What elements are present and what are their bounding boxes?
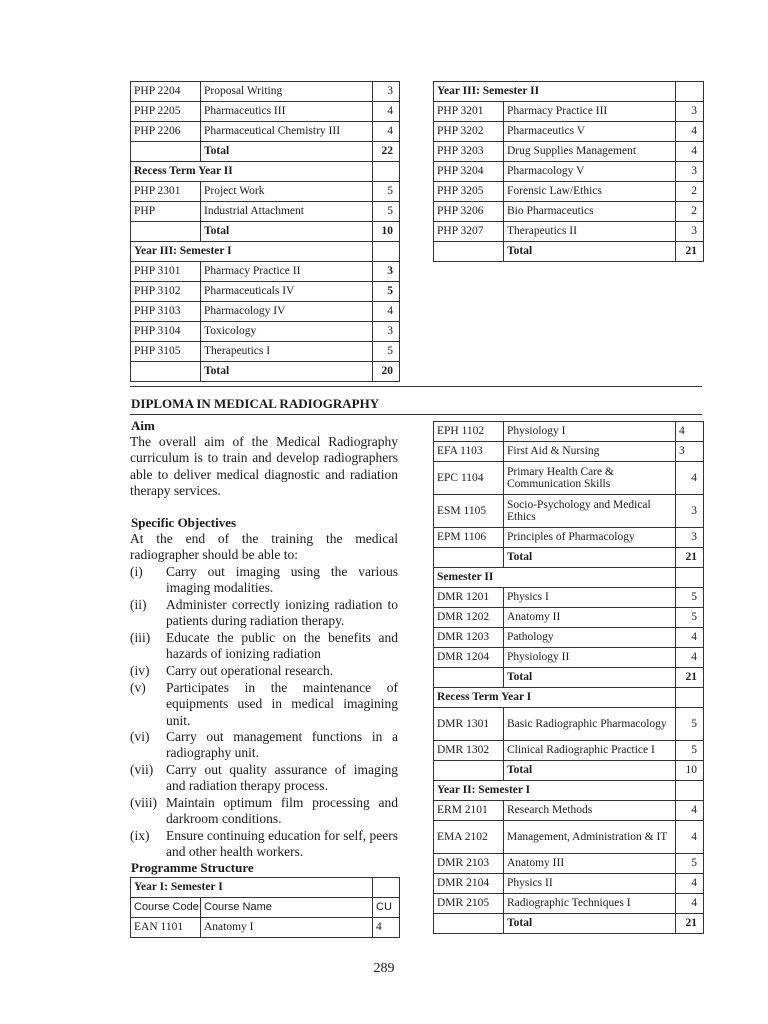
course-name: Anatomy I: [201, 918, 373, 938]
course-code: [131, 142, 201, 162]
course-cu: 4: [676, 648, 704, 668]
course-cu: 20: [373, 362, 400, 382]
course-name: Management, Administration & IT: [504, 821, 676, 854]
course-name: Total: [504, 761, 676, 781]
table-section-row: [131, 162, 400, 182]
course-cu: 5: [676, 588, 704, 608]
objective-text: Carry out imaging using the various imaging modalities.: [166, 564, 398, 596]
table-row: [434, 142, 704, 162]
table-section-row: [434, 568, 704, 588]
objective-text: Carry out management functions in a radiography unit.: [166, 729, 398, 761]
objective-item: [130, 597, 398, 630]
course-cu: 5: [373, 342, 400, 362]
objective-item: [130, 795, 398, 828]
course-name: Therapeutics II: [504, 222, 676, 242]
total-row: [434, 668, 704, 688]
section-divider-top: [130, 386, 702, 387]
course-cu: 4: [676, 122, 704, 142]
objectives-intro: At the end of the training the medical radiographer should be able to:: [130, 531, 398, 563]
course-code: PHP 3201: [434, 102, 504, 122]
course-cu: 5: [373, 282, 400, 302]
course-name: Pathology: [504, 628, 676, 648]
programme-structure-table: [130, 877, 400, 938]
table-row: [434, 182, 704, 202]
course-cu: 21: [676, 242, 704, 262]
table-header-row: [131, 898, 400, 918]
course-cu: 5: [676, 608, 704, 628]
table-row: [131, 102, 400, 122]
course-code: PHP 2206: [131, 122, 201, 142]
objective-number: (vii): [130, 762, 154, 777]
course-cu: 2: [676, 182, 704, 202]
objective-item: [130, 729, 398, 762]
course-cu: 3: [676, 162, 704, 182]
table-row: [434, 588, 704, 608]
table-section-row: [434, 781, 704, 801]
course-code: EPC 1104: [434, 462, 504, 495]
aim-heading: Aim: [131, 418, 155, 433]
course-name: Basic Radiographic Pharmacology: [504, 708, 676, 741]
course-name: Clinical Radiographic Practice I: [504, 741, 676, 761]
total-row: [434, 242, 704, 262]
table-row: [434, 608, 704, 628]
table-row: [434, 222, 704, 242]
course-name: Total: [504, 668, 676, 688]
course-code: [434, 668, 504, 688]
course-name: Total: [201, 362, 373, 382]
course-code: PHP 2205: [131, 102, 201, 122]
course-code: PHP: [131, 202, 201, 222]
course-cu: 10: [676, 761, 704, 781]
objective-number: (iii): [130, 630, 151, 645]
total-row: [131, 362, 400, 382]
course-code: PHP 3202: [434, 122, 504, 142]
course-name: Pharmacy Practice II: [201, 262, 373, 282]
objective-number: (v): [130, 680, 146, 695]
objective-number: (vi): [130, 729, 150, 744]
table-row: [434, 495, 704, 528]
section-label: Year II: Semester I: [434, 781, 676, 801]
course-cu: 5: [676, 854, 704, 874]
course-code: DMR 1202: [434, 608, 504, 628]
course-name: Physiology I: [504, 422, 676, 442]
course-cu: 3: [373, 82, 400, 102]
course-name: Physiology II: [504, 648, 676, 668]
course-cu: 4: [373, 122, 400, 142]
course-cu: 3: [373, 322, 400, 342]
course-name: Bio Pharmaceutics: [504, 202, 676, 222]
course-cu: 3: [676, 222, 704, 242]
course-code: DMR 1204: [434, 648, 504, 668]
course-name: Total: [504, 242, 676, 262]
table-row: [434, 874, 704, 894]
course-code: PHP 3203: [434, 142, 504, 162]
section-label: Year III: Semester I: [131, 242, 373, 262]
course-code: DMR 1301: [434, 708, 504, 741]
objective-text: Administer correctly ionizing radiation to patients during radiation therapy.: [166, 597, 398, 629]
table-row: [131, 282, 400, 302]
course-cu: 4: [373, 102, 400, 122]
objective-number: (viii): [130, 795, 157, 810]
course-cu: 21: [676, 548, 704, 568]
total-row: [131, 142, 400, 162]
course-name: Pharmacology IV: [201, 302, 373, 322]
course-name: Pharmaceutics III: [201, 102, 373, 122]
course-code: [434, 761, 504, 781]
table-row: [434, 422, 704, 442]
course-code: EPH 1102: [434, 422, 504, 442]
course-cu: 4: [676, 801, 704, 821]
course-code: EMA 2102: [434, 821, 504, 854]
objective-text: Carry out operational research.: [166, 663, 334, 678]
section-label: Semester II: [434, 568, 676, 588]
course-cu: 4: [676, 821, 704, 854]
page-number: 289: [373, 961, 395, 976]
course-code: DMR 1302: [434, 741, 504, 761]
objective-text: Educate the public on the benefits and hazards of ionizing radiation: [166, 630, 398, 662]
course-cu: 4: [373, 302, 400, 322]
course-code: DMR 2104: [434, 874, 504, 894]
course-code: [434, 914, 504, 934]
table-row: [434, 821, 704, 854]
course-code: PHP 3204: [434, 162, 504, 182]
table-row: [434, 741, 704, 761]
objective-item: [130, 630, 398, 663]
course-code: PHP 3207: [434, 222, 504, 242]
course-code: PHP 3103: [131, 302, 201, 322]
header-course-code: Course Code: [131, 898, 201, 918]
table-row: [131, 202, 400, 222]
table-row: [434, 628, 704, 648]
course-cu: 3: [676, 528, 704, 548]
objective-number: (ii): [130, 597, 147, 612]
right-course-table: [433, 421, 704, 934]
total-row: [434, 914, 704, 934]
objective-text: Maintain optimum film processing and darkroom conditions.: [166, 795, 398, 827]
course-code: PHP 2301: [131, 182, 201, 202]
course-cu: 3: [373, 262, 400, 282]
objectives-heading: Specific Objectives: [131, 515, 237, 530]
course-name: Total: [201, 222, 373, 242]
course-code: PHP 2204: [131, 82, 201, 102]
course-code: PHP 3206: [434, 202, 504, 222]
total-row: [131, 222, 400, 242]
course-cu: 3: [676, 495, 704, 528]
table-row: [131, 262, 400, 282]
table-section-row: [131, 242, 400, 262]
table-section-row: [434, 82, 704, 102]
course-name: Socio-Psychology and Medical Ethics: [504, 495, 676, 528]
course-name: Total: [504, 548, 676, 568]
section-divider-bottom: [130, 414, 702, 415]
course-code: [131, 362, 201, 382]
objective-text: Carry out quality assurance of imaging and radiation therapy process.: [166, 762, 398, 794]
objective-item: [130, 828, 398, 861]
course-name: Project Work: [201, 182, 373, 202]
course-cu: 4: [373, 918, 400, 938]
table-row: [131, 82, 400, 102]
total-row: [434, 761, 704, 781]
objective-number: (iv): [130, 663, 150, 678]
course-cu: 2: [676, 202, 704, 222]
course-cu: 5: [676, 708, 704, 741]
course-cu: 21: [676, 668, 704, 688]
section-label: Year III: Semester II: [434, 82, 676, 102]
course-code: DMR 1201: [434, 588, 504, 608]
course-cu: 21: [676, 914, 704, 934]
course-code: PHP 3104: [131, 322, 201, 342]
course-cu: 3: [676, 102, 704, 122]
course-name: Drug Supplies Management: [504, 142, 676, 162]
course-cu: 4: [676, 628, 704, 648]
course-name: Physics I: [504, 588, 676, 608]
table-row: [131, 342, 400, 362]
course-name: Principles of Pharmacology: [504, 528, 676, 548]
course-name: Pharmacy Practice III: [504, 102, 676, 122]
course-name: Forensic Law/Ethics: [504, 182, 676, 202]
table-row: [131, 918, 400, 938]
section-title: DIPLOMA IN MEDICAL RADIOGRAPHY: [131, 396, 380, 411]
course-name: Therapeutics I: [201, 342, 373, 362]
table-row: [434, 648, 704, 668]
course-code: PHP 3205: [434, 182, 504, 202]
course-name: Pharmacology V: [504, 162, 676, 182]
table-row: [434, 102, 704, 122]
course-name: Total: [504, 914, 676, 934]
table-row: [434, 162, 704, 182]
course-code: DMR 1203: [434, 628, 504, 648]
course-name: Anatomy II: [504, 608, 676, 628]
course-cu: 5: [373, 182, 400, 202]
table-row: [434, 462, 704, 495]
course-code: PHP 3102: [131, 282, 201, 302]
table-section-row: [131, 878, 400, 898]
course-cu: 5: [373, 202, 400, 222]
course-code: [434, 548, 504, 568]
course-name: Radiographic Techniques I: [504, 894, 676, 914]
section-label: Recess Term Year I: [434, 688, 676, 708]
course-code: [434, 242, 504, 262]
top-right-course-table: [433, 81, 704, 262]
table-row: [434, 708, 704, 741]
course-code: DMR 2103: [434, 854, 504, 874]
course-name: Total: [201, 142, 373, 162]
course-code: ERM 2101: [434, 801, 504, 821]
course-code: ESM 1105: [434, 495, 504, 528]
table-row: [131, 322, 400, 342]
course-name: Physics II: [504, 874, 676, 894]
section-label: Year I: Semester I: [131, 878, 373, 898]
course-code: [131, 222, 201, 242]
objective-text: Ensure continuing education for self, peers and other health workers.: [166, 828, 398, 860]
course-name: Pharmaceutical Chemistry III: [201, 122, 373, 142]
course-name: Anatomy III: [504, 854, 676, 874]
course-code: EFA 1103: [434, 442, 504, 462]
table-row: [434, 122, 704, 142]
table-row: [131, 302, 400, 322]
course-name: Pharmaceutics V: [504, 122, 676, 142]
section-label: Recess Term Year II: [131, 162, 373, 182]
course-code: EPM 1106: [434, 528, 504, 548]
course-code: DMR 2105: [434, 894, 504, 914]
table-row: [434, 854, 704, 874]
course-cu: 22: [373, 142, 400, 162]
course-name: Industrial Attachment: [201, 202, 373, 222]
table-row: [434, 894, 704, 914]
course-name: Research Methods: [504, 801, 676, 821]
course-cu: 4: [676, 462, 704, 495]
programme-structure-heading: Programme Structure: [131, 860, 254, 875]
course-cu: 10: [373, 222, 400, 242]
table-row: [434, 528, 704, 548]
course-cu: 3: [676, 442, 704, 462]
objective-number: (ix): [130, 828, 150, 843]
table-row: [131, 122, 400, 142]
header-cu: CU: [373, 898, 400, 918]
aim-text: The overall aim of the Medical Radiography curriculum is to train and develop radiographers able to deliver medical diagnostic and radiation therapy services.: [130, 434, 398, 498]
table-row: [434, 202, 704, 222]
course-cu: 4: [676, 142, 704, 162]
objective-text: Participates in the maintenance of equipments used in medical imagining unit.: [166, 680, 398, 728]
table-row: [434, 442, 704, 462]
top-left-course-table: [130, 81, 400, 382]
course-code: PHP 3101: [131, 262, 201, 282]
course-cu: 5: [676, 741, 704, 761]
objective-item: [130, 663, 398, 679]
course-cu: 4: [676, 894, 704, 914]
course-code: EAN 1101: [131, 918, 201, 938]
objective-item: [130, 762, 398, 795]
course-name: Toxicology: [201, 322, 373, 342]
objective-item: [130, 564, 398, 597]
course-name: Primary Health Care & Communication Skills: [504, 462, 676, 495]
table-row: [131, 182, 400, 202]
objective-item: [130, 680, 398, 729]
table-section-row: [434, 688, 704, 708]
course-name: First Aid & Nursing: [504, 442, 676, 462]
objective-number: (i): [130, 564, 143, 579]
course-name: Proposal Writing: [201, 82, 373, 102]
total-row: [434, 548, 704, 568]
table-row: [434, 801, 704, 821]
course-code: PHP 3105: [131, 342, 201, 362]
course-cu: 4: [676, 874, 704, 894]
course-cu: 4: [676, 422, 704, 442]
course-name: Pharmaceuticals IV: [201, 282, 373, 302]
header-course-name: Course Name: [201, 898, 373, 918]
